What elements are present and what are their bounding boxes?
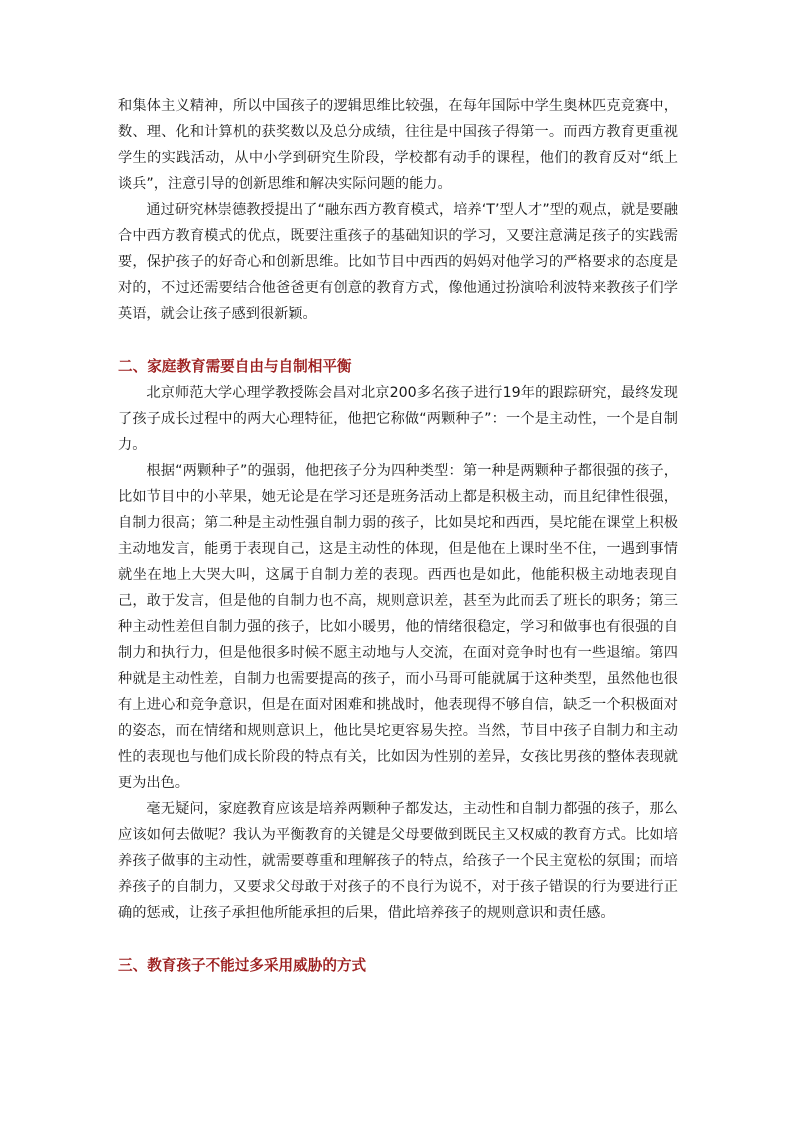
document-body [118, 93, 678, 979]
paragraph-two-seeds-research: 北京师范大学心理学教授陈会昌对北京200多名孩子进行19年的跟踪研究，最终发现了孩子成长过程中的两大心理特征，他把它称做“两颗种子”：一个是主动性，一个是自制力。 [118, 385, 678, 453]
paragraph-four-types: 根据“两颗种子”的强弱，他把孩子分为四种类型：第一种是两颗种子都很强的孩子，比如节目中的小苹果，她无论是在学习还是班务活动上都是积极主动，而且纪律性很强，自制力很高；第二种是主动性强自制力弱的孩子，比如昊坨和西西，昊坨能在课堂上积极主动地发言，能勇于表现自己，这是主动性的体现，但是他在上课时坐不住，一遇到事情就坐在地上大哭大叫，这属于自制力差的表现。西西也是如此，他能积极主动地表现自己，敢于发言，但是他的自制力也不高，规则意识差，甚至为此而丢了班长的职务；第三种主动性差但自制力强的孩子，比如小暖男，他的情绪很稳定，学习和做事也有很强的自制力和执行力，但是他很多时候不愿主动地与人交流，在面对竞争时也有一些退缩。第四种就是主动性差，自制力也需要提高的孩子，而小马哥可能就属于这种类型，虽然他也很有上进心和竞争意识，但是在面对困难和挑战时，他表现得不够自信，缺乏一个积极面对的姿态，而在情绪和规则意识上，他比昊坨更容易失控。当然，节目中孩子自制力和主动性的表现也与他们成长阶段的特点有关，比如因为性别的差异，女孩比男孩的整体表现就更为出色。 [118, 463, 678, 791]
paragraph-western-education: 和集体主义精神，所以中国孩子的逻辑思维比较强，在每年国际中学生奥林匹克竞赛中，数、理、化和计算机的获奖数以及总分成绩，往往是中国孩子得第一。而西方教育更重视学生的实践活动，从中小学到研究生阶段，学校都有动手的课程，他们的教育反对“纸上谈兵”，注意引导的创新思维和解决实际问题的能力。 [118, 98, 678, 192]
paragraph-t-shaped-talent: 通过研究林崇德教授提出了“融东西方教育模式，培养‘T’型人才”型的观点，就是要融合中西方教育模式的优点，既要注重孩子的基础知识的学习，又要注意满足孩子的实践需要，保护孩子的好奇心和创新思维。比如节目中西西的妈妈对他学习的严格要求的态度是对的，不过还需要结合他爸爸更有创意的教育方式，像他通过扮演哈利波特来教孩子们学英语，就会让孩子感到很新颖。 [118, 202, 678, 322]
section-spacer [118, 926, 678, 953]
paragraph-balanced-education: 毫无疑问，家庭教育应该是培养两颗种子都发达，主动性和自制力都强的孩子，那么应该如何去做呢？我认为平衡教育的关键是父母要做到既民主又权威的教育方式。比如培养孩子做事的主动性，就需要尊重和理解孩子的特点，给孩子一个民主宽松的氛围；而培养孩子的自制力，又要求父母敢于对孩子的不良行为说不，对于孩子错误的行为要进行正确的惩戒，让孩子承担他所能承担的后果，借此培养孩子的规则意识和责任感。 [118, 801, 678, 921]
section-heading-2: 二、家庭教育需要自由与自制相平衡 [118, 358, 352, 375]
section-spacer [118, 327, 678, 354]
section-heading-3: 三、教育孩子不能过多采用威胁的方式 [118, 957, 367, 974]
